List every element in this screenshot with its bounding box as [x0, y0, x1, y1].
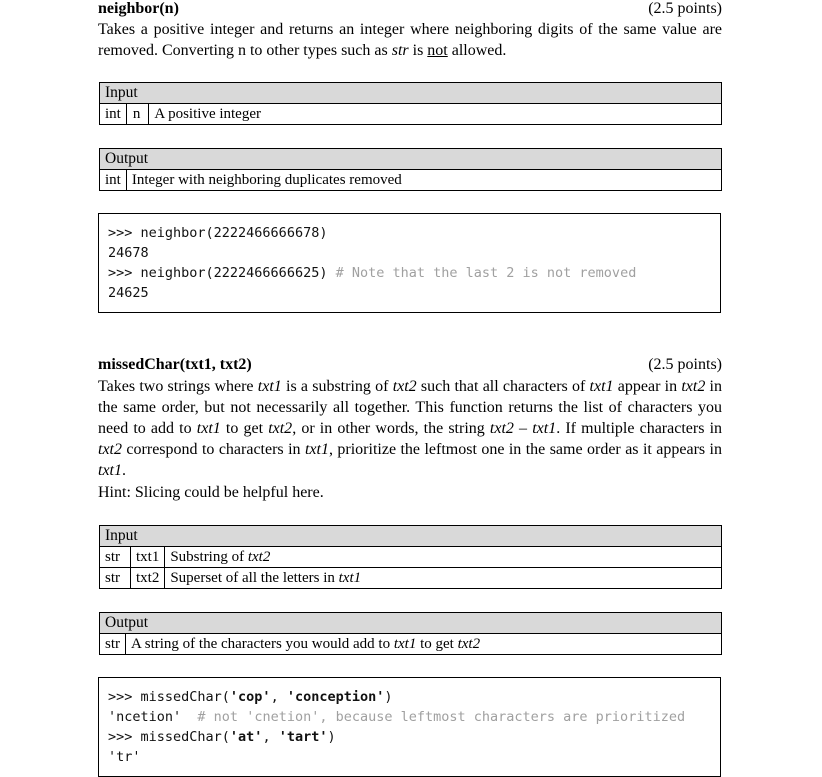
- input-header: Input: [100, 526, 722, 547]
- table-row: str txt2 Superset of all the letters in txt1: [100, 568, 722, 589]
- code-line: >>> neighbor(2222466666625) # Note that the last 2 is not removed: [108, 265, 637, 281]
- output-header: Output: [100, 149, 722, 170]
- neighbor-input-table: [99, 82, 722, 125]
- code-line: 24678: [108, 245, 149, 261]
- code-line: >>> neighbor(2222466666678): [108, 225, 328, 241]
- code-line: 24625: [108, 285, 149, 301]
- output-header: Output: [100, 613, 722, 634]
- missed-output-table: [99, 612, 722, 655]
- neighbor-header: [98, 0, 722, 18]
- missed-description: Takes two strings where txt1 is a substring of txt2 such that all characters of txt1 appear in txt2 in the same order, but not necessarily all together. This function returns the list of characters you need to add to txt1 to get txt2, or in other words, the string txt2 – txt1. If multiple characters in txt2 correspond to characters in txt1, prioritize the leftmost one in the same order as it appears in txt1.: [98, 378, 723, 479]
- missed-input-table: [99, 525, 722, 589]
- code-line: >>> missedChar('at', 'tart'): [108, 729, 336, 745]
- code-line: >>> missedChar('cop', 'conception'): [108, 689, 393, 705]
- table-row: str txt1 Substring of txt2: [100, 547, 722, 568]
- missed-code-example: [98, 677, 721, 777]
- input-header: Input: [100, 83, 722, 104]
- neighbor-description: Takes a positive integer and returns an integer where neighboring digits of the same value are removed. Converting n to other types such as str is not allowed.: [98, 21, 722, 59]
- table-row: int n A positive integer: [100, 104, 722, 125]
- missed-signature: missedChar(txt1, txt2): [98, 356, 252, 373]
- code-line: 'tr': [108, 749, 141, 765]
- missed-points: (2.5 points): [648, 356, 722, 373]
- code-line: 'ncetion' # not 'cnetion', because leftmost characters are prioritized: [108, 709, 686, 725]
- missed-hint: Hint: Slicing could be helpful here.: [98, 484, 324, 501]
- neighbor-output-table: [99, 148, 722, 191]
- table-row: str A string of the characters you would add to txt1 to get txt2: [100, 634, 722, 655]
- table-row: int Integer with neighboring duplicates removed: [100, 170, 722, 191]
- neighbor-points: (2.5 points): [648, 0, 722, 17]
- neighbor-code-example: [98, 213, 721, 313]
- missed-header: [98, 356, 722, 374]
- neighbor-signature: neighbor(n): [98, 0, 179, 17]
